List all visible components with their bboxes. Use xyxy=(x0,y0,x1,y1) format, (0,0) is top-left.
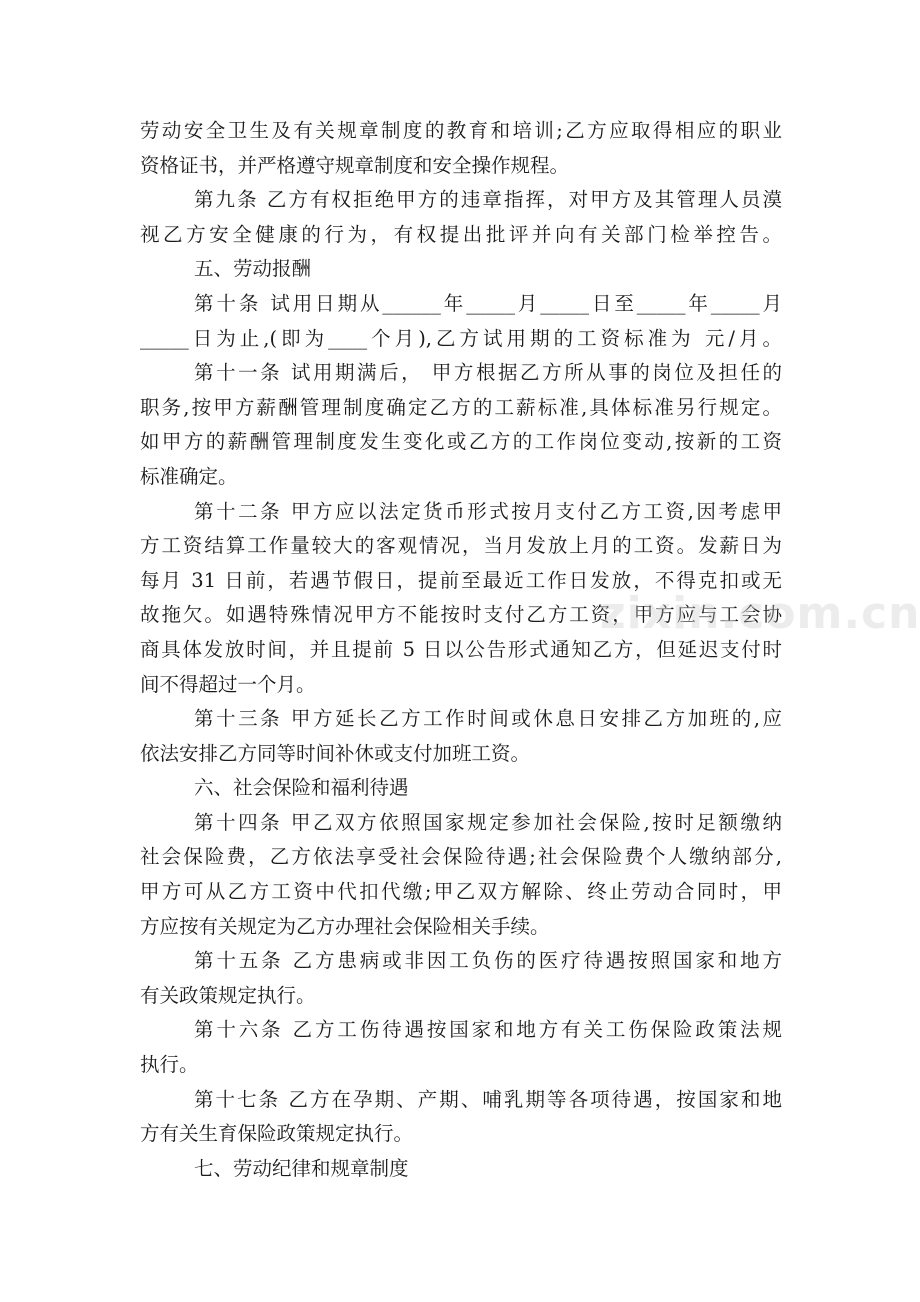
text-line: 方工资结算工作量较大的客观情况，当月发放上月的工资。发薪日为 xyxy=(140,534,782,558)
text-line: 五、劳动报酬 xyxy=(194,257,312,281)
text-line: 第十七条 乙方在孕期、产期、哺乳期等各项待遇，按国家和地 xyxy=(194,1087,782,1111)
text-line: 第十四条 甲乙双方依照国家规定参加社会保险,按时足额缴纳 xyxy=(194,810,782,834)
watermark: zixin.com.cn xyxy=(600,588,920,639)
text-line: 甲方可从乙方工资中代扣代缴;甲乙双方解除、终止劳动合同时，甲 xyxy=(140,880,782,904)
text-line: 间不得超过一个月。 xyxy=(140,672,316,696)
text-line: 职务,按甲方薪酬管理制度确定乙方的工薪标准,具体标准另行规定。 xyxy=(140,395,782,419)
text-line: 第十条 试用日期从______年_____月_____日至_____年_____月 xyxy=(194,291,782,315)
text-line: 如甲方的薪酬管理制度发生变化或乙方的工作岗位变动,按新的工资 xyxy=(140,430,782,454)
text-line: _____日为止,(即为____个月),乙方试用期的工资标准为 元/月。 xyxy=(140,326,782,350)
text-line: 执行。 xyxy=(140,1053,199,1077)
text-line: 标准确定。 xyxy=(140,464,238,488)
text-line: 资格证书，并严格遵守规章制度和安全操作规程。 xyxy=(140,153,570,177)
text-line: 每月 31 日前，若遇节假日，提前至最近工作日发放，不得克扣或无 xyxy=(140,568,782,592)
text-line: 视乙方安全健康的行为，有权提出批评并向有关部门检举控告。 xyxy=(140,222,782,246)
text-line: 六、社会保险和福利待遇 xyxy=(194,776,409,800)
text-line: 第十六条 乙方工伤待遇按国家和地方有关工伤保险政策法规 xyxy=(194,1018,782,1042)
text-line: 社会保险费，乙方依法享受社会保险待遇;社会保险费个人缴纳部分, xyxy=(140,845,782,869)
text-line: 第九条 乙方有权拒绝甲方的违章指挥，对甲方及其管理人员漠 xyxy=(194,188,782,212)
document-body xyxy=(140,114,782,1186)
text-line: 第十二条 甲方应以法定货币形式按月支付乙方工资,因考虑甲 xyxy=(194,499,782,523)
text-line: 第十一条 试用期满后， 甲方根据乙方所从事的岗位及担任的 xyxy=(194,361,782,385)
text-line: 方应按有关规定为乙方办理社会保险相关手续。 xyxy=(140,914,550,938)
text-line: 故拖欠。如遇特殊情况甲方不能按时支付乙方工资，甲方应与工会协 xyxy=(140,603,782,627)
text-line: 有关政策规定执行。 xyxy=(140,983,316,1007)
text-line: 商具体发放时间，并且提前 5 日以公告形式通知乙方，但延迟支付时 xyxy=(140,637,782,661)
text-line: 劳动安全卫生及有关规章制度的教育和培训;乙方应取得相应的职业 xyxy=(140,119,782,142)
text-line: 依法安排乙方同等时间补休或支付加班工资。 xyxy=(140,741,531,765)
text-line: 第十五条 乙方患病或非因工负伤的医疗待遇按照国家和地方 xyxy=(194,949,782,973)
text-line: 方有关生育保险政策规定执行。 xyxy=(140,1122,414,1146)
text-line: 第十三条 甲方延长乙方工作时间或休息日安排乙方加班的,应 xyxy=(194,707,782,731)
text-line: 七、劳动纪律和规章制度 xyxy=(194,1156,409,1180)
